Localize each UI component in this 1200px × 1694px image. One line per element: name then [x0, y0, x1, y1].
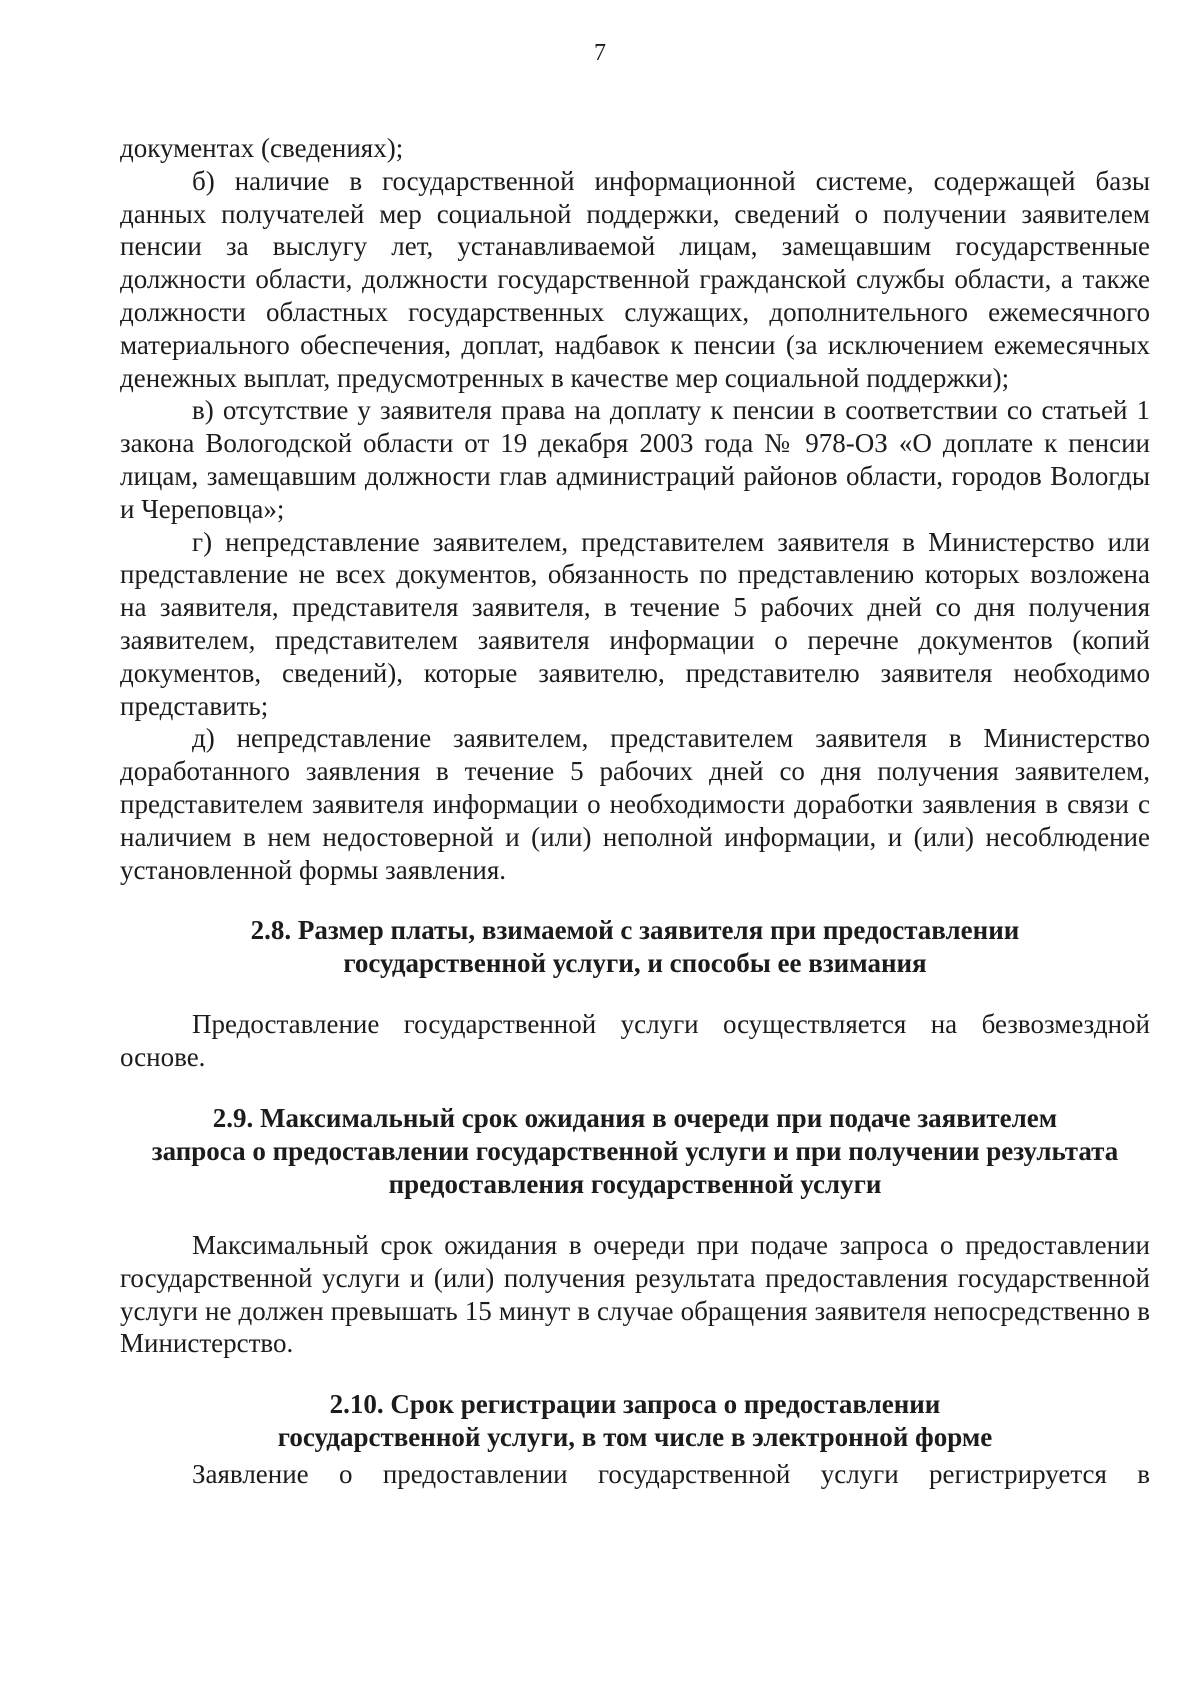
section-2-10-text: Заявление о предоставлении государственной услуги регистрируется в	[192, 1459, 1150, 1490]
paragraph-continuation: документах (сведениях);	[120, 133, 404, 163]
section-2-9-heading-line2: запроса о предоставлении государственной услуги и при получении результата	[151, 1135, 1119, 1166]
section-2-10-heading-line2: государственной услуги, в том числе в электронной форме	[277, 1422, 993, 1453]
paragraph-item-v: в) отсутствие у заявителя права на доплату к пенсии в соответствии со статьей 1 закона Вологодской области от 19 декабря 2003 года № 978-ОЗ «О доплате к пенсии лицам, замещавшим должности глав администраций районов области, городов Вологды и Череповца»;	[120, 395, 1150, 524]
section-2-8-heading-line1: 2.8. Размер платы, взимаемой с заявителя при предоставлении	[250, 915, 1020, 946]
paragraph-item-g: г) непредставление заявителем, представителем заявителя в Министерство или представление не всех документов, обязанность по представлению которых возложена на заявителя, представителя заявителя, в течение 5 рабочих дней со дня получения заявителем, представителем заявителя информации о перечне документов (копий документов, сведений), которые заявителю, представителю заявителя необходимо представить;	[120, 526, 1150, 721]
paragraph-item-d: д) непредставление заявителем, представителем заявителя в Министерство доработанного заявления в течение 5 рабочих дней со дня получения заявителем, представителем заявителя информации о необходимости доработки заявления в связи с наличием в нем недостоверной и (или) неполной информации, и (или) несоблюдение установленной формы заявления.	[120, 723, 1150, 885]
section-2-10-heading	[120, 1388, 1150, 1454]
section-2-8-heading-line2: государственной услуги, и способы ее взимания	[343, 948, 927, 979]
document-body	[120, 132, 1150, 1491]
section-2-8-text: Предоставление государственной услуги осуществляется на безвозмездной основе.	[120, 1009, 1150, 1073]
section-2-9-heading	[120, 1102, 1150, 1201]
page-number: 7	[594, 40, 606, 66]
paragraph-item-b: б) наличие в государственной информационной системе, содержащей базы данных получателей мер социальной поддержки, сведений о получении заявителем пенсии за выслугу лет, устанавливаемой лицам, замещавшим государственные должности области, должности государственной гражданской службы области, а также должности областных государственных служащих, дополнительного ежемесячного материального обеспечения, доплат, надбавок к пенсии (за исключением ежемесячных денежных выплат, предусмотренных в качестве мер социальной поддержки);	[120, 165, 1150, 393]
section-2-9-heading-line1: 2.9. Максимальный срок ожидания в очереди при подаче заявителем	[212, 1102, 1058, 1133]
section-2-9-heading-line3: предоставления государственной услуги	[388, 1168, 882, 1199]
section-2-10-heading-line1: 2.10. Срок регистрации запроса о предоставлении	[329, 1389, 941, 1420]
section-2-8-heading	[120, 914, 1150, 980]
section-2-9-text: Максимальный срок ожидания в очереди при подаче запроса о предоставлении государственной услуги и (или) получения результата предоставления государственной услуги не должен превышать 15 минут в случае обращения заявителя непосредственно в Министерство.	[120, 1229, 1150, 1359]
